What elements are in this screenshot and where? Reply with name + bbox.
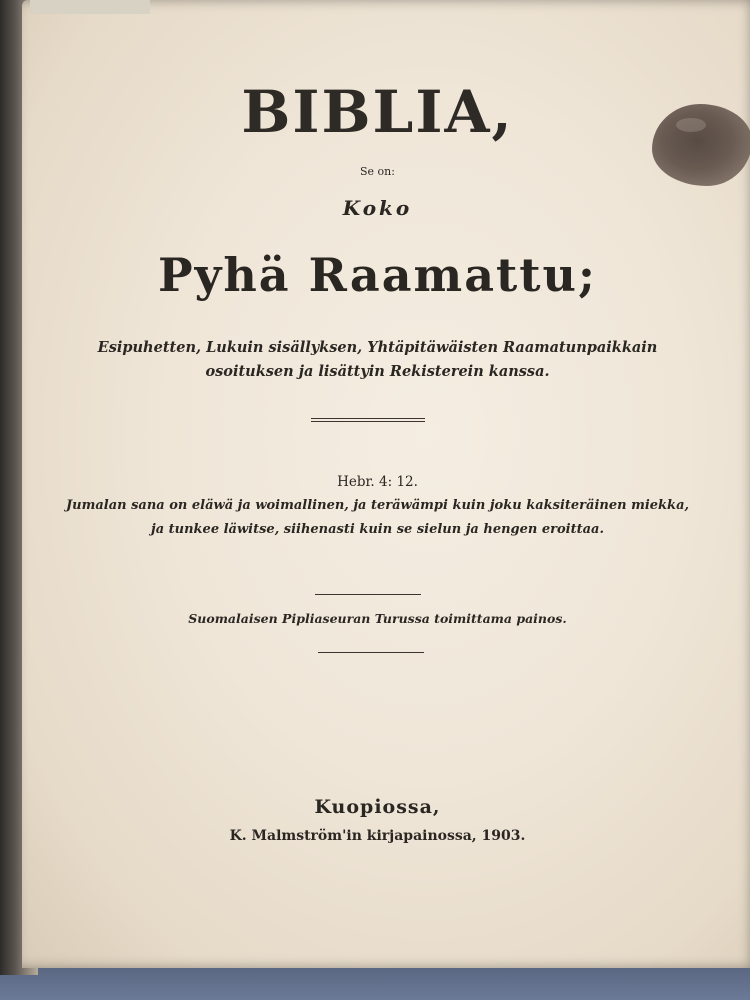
book-title: BIBLIA, (241, 78, 514, 146)
verse-line-1: Jumalan sana on eläwä ja woimallinen, ja teräwämpi kuin joku kaksiteräinen miekka, (65, 498, 690, 513)
page-edge (30, 0, 150, 14)
rule-divider-lower (318, 652, 424, 653)
edition-note: Suomalaisen Pipliaseuran Turussa toimittama painos. (188, 611, 567, 626)
verse-line-2: ja tunkee läwitse, siihenasti kuin se sielun ja hengen eroittaa. (150, 522, 605, 537)
table-surface (0, 964, 750, 1000)
verse-quote (10, 494, 745, 542)
subtitle-se-on: Se on: (360, 165, 395, 178)
publication-city: Kuopiossa, (314, 796, 441, 818)
rule-divider-upper (315, 594, 421, 595)
description-line-1: Esipuhetten, Lukuin sisällyksen, Yhtäpitäwäisten Raamatunpaikkain (97, 339, 658, 356)
double-rule-divider (311, 418, 425, 422)
subtitle-koko: Koko (342, 196, 413, 220)
description-line-2: osoituksen ja lisättyin Rekisterein kanssa. (205, 363, 550, 380)
verse-reference: Hebr. 4: 12. (337, 474, 418, 490)
description (10, 336, 745, 384)
main-title: Pyhä Raamattu; (158, 248, 597, 302)
printer-line: K. Malmström'in kirjapainossa, 1903. (229, 828, 526, 844)
